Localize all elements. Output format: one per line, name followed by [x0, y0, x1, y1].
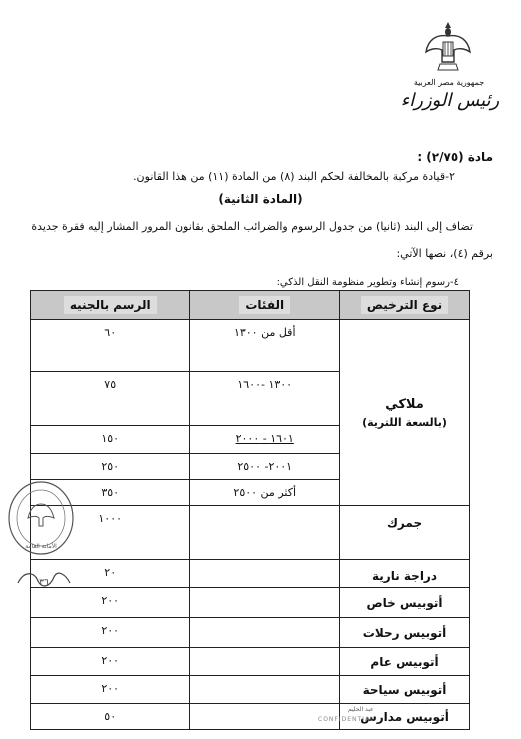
private-sublabel: (بالسعة اللترية) [362, 415, 447, 429]
fee-cell: ٣٥٠ [31, 480, 190, 506]
table-row [31, 320, 470, 372]
fee-cell: ١٥٠ [31, 426, 190, 454]
category-cell [190, 618, 340, 648]
category-cell: أقل من ١٣٠٠ [190, 320, 340, 372]
paragraph-2: برقم (٤)، نصها الآتي: [396, 247, 493, 260]
table-row [31, 618, 470, 648]
stamp-text: الأمانة العامة [25, 543, 57, 550]
category-cell: ٢٠٠١- ٢٥٠٠ [190, 454, 340, 480]
category-cell [190, 676, 340, 704]
category-cell: ١٣٠٠ -١٦٠٠ [190, 372, 340, 426]
type-cell: أتوبيس سياحة [340, 676, 470, 704]
fee-cell: ٧٥ [31, 372, 190, 426]
fee-cell: ٢٠٠ [31, 648, 190, 676]
type-cell: أتوبيس رحلات [340, 618, 470, 648]
fee-cell: ٢٠٠ [31, 588, 190, 618]
category-cell [190, 588, 340, 618]
category-cell [190, 648, 340, 676]
footer-note: عبد الحليم [348, 706, 374, 713]
category-cell: ١٦٠١ - ٢٠٠٠ [190, 426, 340, 454]
gov-line-1: جمهورية مصر العربية [413, 78, 485, 87]
private-type-cell [340, 320, 470, 506]
footer-code: CONFIDENTIAL [318, 716, 375, 723]
type-cell: جمرك [340, 506, 470, 560]
fees-table [30, 290, 470, 730]
type-cell: أتوبيس خاص [340, 588, 470, 618]
fee-cell: ٢٠ [31, 560, 190, 588]
private-label: ملاكي [385, 396, 424, 412]
table-row [31, 560, 470, 588]
type-cell: أتوبيس عام [340, 648, 470, 676]
header-fee: الرسم بالجنيه [31, 291, 190, 320]
type-cell: دراجة نارية [340, 560, 470, 588]
header-license-type: نوع الترخيص [340, 291, 470, 320]
category-cell [190, 506, 340, 560]
table-row [31, 506, 470, 560]
table-header-row [31, 291, 470, 320]
fee-cell: ٥٠ [31, 704, 190, 730]
item-4-text: ٤-رسوم إنشاء وتطوير منظومة النقل الذكي: [276, 277, 459, 288]
table-row [31, 704, 470, 730]
eagle-emblem-icon [418, 18, 478, 78]
paragraph-1: تضاف إلى البند (ثانيا) من جدول الرسوم والضرائب الملحق بقانون المرور المشار إليه فقرة جديدة [31, 220, 473, 233]
category-cell: أكثر من ٢٥٠٠ [190, 480, 340, 506]
fee-cell: ١٠٠٠ [31, 506, 190, 560]
gov-line-2: رئيس الوزراء [400, 90, 500, 111]
type-cell: أتوبيس مدارس [340, 704, 470, 730]
fee-cell: ٢٠٠ [31, 676, 190, 704]
official-stamp-icon [6, 478, 76, 558]
category-cell [190, 560, 340, 588]
fee-cell: ٦٠ [31, 320, 190, 372]
fee-cell: ٢٠٠ [31, 618, 190, 648]
table-row [31, 676, 470, 704]
table-row [31, 648, 470, 676]
table-row [31, 588, 470, 618]
article-number: مادة (٢/٧٥) : [417, 150, 493, 164]
fee-cell: ٢٥٠ [31, 454, 190, 480]
header-categories: الفئات [190, 291, 340, 320]
signature-icon [14, 565, 74, 593]
signature-text: ٣٦ [39, 578, 49, 588]
section-heading: (المادة الثانية) [218, 192, 303, 206]
item-2-text: ٢-قيادة مركبة بالمخالفة لحكم البند (٨) من المادة (١١) من هذا القانون. [133, 170, 455, 183]
